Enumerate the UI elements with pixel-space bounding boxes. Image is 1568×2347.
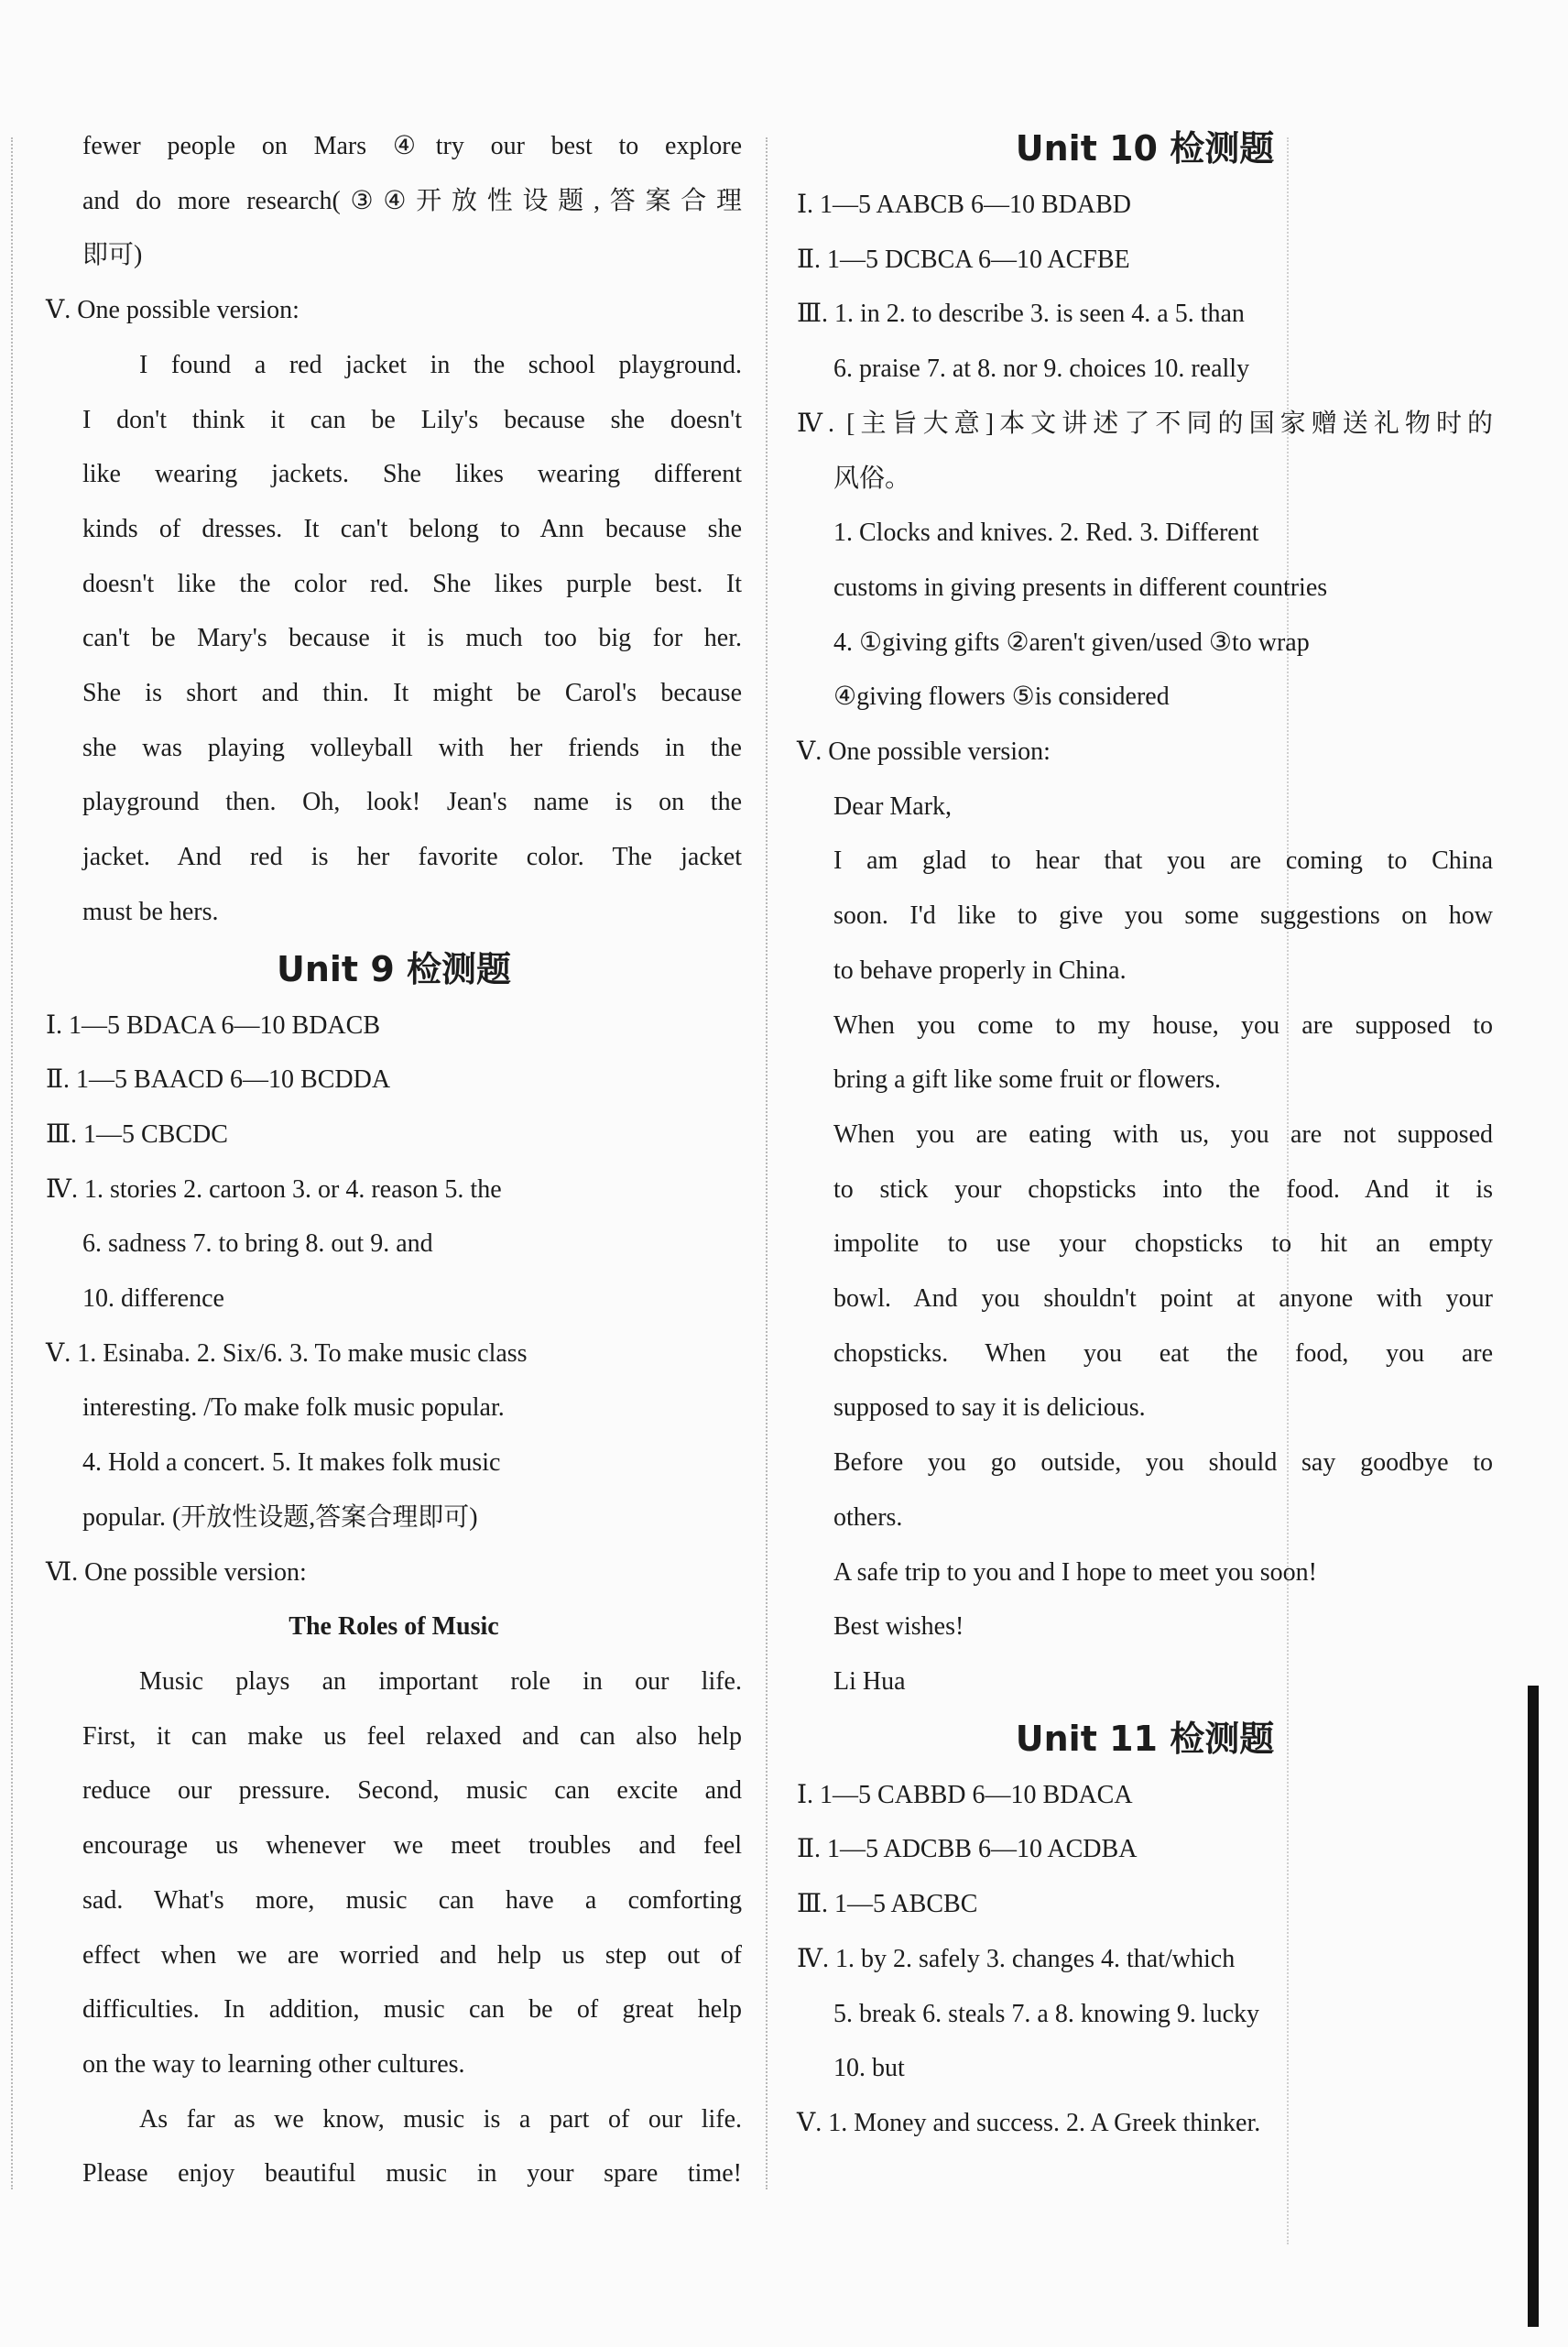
text-line: Best wishes!	[833, 1612, 964, 1642]
text-line: 10. difference	[82, 1284, 224, 1314]
text-line: Ⅲ. 1. in 2. to describe 3. is seen 4. a 5. than	[797, 300, 1245, 329]
text-line: doesn't like the color red. She likes purple best. It	[82, 569, 742, 598]
text-line: 风俗。	[833, 464, 911, 493]
text-line: supposed to say it is delicious.	[833, 1393, 1146, 1423]
text-line: ④giving flowers ⑤is considered	[833, 682, 1170, 712]
text-line: chopsticks. When you eat the food, you are	[833, 1338, 1493, 1368]
text-line: Ⅴ. One possible version:	[46, 296, 299, 325]
text-line: Ⅴ. One possible version:	[797, 737, 1051, 767]
text-line: Ⅰ. 1—5 AABCB 6—10 BDABD	[797, 191, 1131, 219]
text-line: As far as we know, music is a part of our life.	[139, 2104, 742, 2134]
text-line: must be hers.	[82, 897, 219, 926]
text-line: When you are eating with us, you are not supposed	[833, 1119, 1493, 1149]
text-line: playground then. Oh, look! Jean's name is on the	[82, 788, 742, 817]
left-margin-rule	[11, 137, 13, 2189]
text-line: bring a gift like some fruit or flowers.	[833, 1065, 1222, 1095]
essay-title: The Roles of Music	[289, 1612, 499, 1642]
text-line: Ⅱ. 1—5 ADCBB 6—10 ACDBA	[797, 1835, 1138, 1864]
text-line: others.	[833, 1502, 903, 1532]
text-line: Music plays an important role in our life.	[139, 1666, 742, 1696]
text-line: Li Hua	[833, 1666, 906, 1696]
binding-edge-bar	[1528, 1686, 1539, 2327]
text-line: encourage us whenever we meet troubles and feel	[82, 1831, 742, 1861]
text-line: customs in giving presents in different countries	[833, 573, 1328, 602]
text-line: like wearing jackets. She likes wearing different	[82, 460, 742, 489]
text-line: Ⅱ. 1—5 DCBCA 6—10 ACFBE	[797, 245, 1130, 274]
text-line: 6. praise 7. at 8. nor 9. choices 10. really	[833, 355, 1250, 384]
text-line: on the way to learning other cultures.	[82, 2049, 465, 2079]
text-line: Before you go outside, you should say goodbye to	[833, 1448, 1493, 1478]
text-line: Ⅲ. 1—5 CBCDC	[46, 1119, 228, 1149]
text-line: First, it can make us feel relaxed and can also help	[82, 1721, 742, 1751]
text-line: bowl. And you shouldn't point at anyone with your	[833, 1284, 1493, 1314]
text-line: 1. Clocks and knives. 2. Red. 3. Different	[833, 519, 1259, 548]
text-line: Ⅰ. 1—5 CABBD 6—10 BDACA	[797, 1780, 1133, 1809]
text-line: 4. Hold a concert. 5. It makes folk music	[82, 1448, 501, 1478]
text-line: 5. break 6. steals 7. a 8. knowing 9. lucky	[833, 1999, 1260, 2028]
text-line: to stick your chopsticks into the food. And it is	[833, 1174, 1493, 1204]
text-line: Ⅴ. 1. Money and success. 2. A Greek thinker.	[797, 2108, 1261, 2137]
text-line: interesting. /To make folk music popular.	[82, 1393, 505, 1423]
left-column	[46, 119, 742, 2201]
text-line: When you come to my house, you are supposed to	[833, 1010, 1493, 1040]
text-line: she was playing volleyball with her friends in the	[82, 733, 742, 762]
text-line: 4. ①giving gifts ②aren't given/used ③to wrap	[833, 628, 1310, 657]
text-line: Ⅳ. 1. stories 2. cartoon 3. or 4. reason 5. the	[46, 1174, 502, 1204]
text-line: Ⅰ. 1—5 BDACA 6—10 BDACB	[46, 1010, 380, 1040]
text-line: jacket. And red is her favorite color. The jacket	[82, 843, 742, 872]
text-line: Please enjoy beautiful music in your spare time!	[82, 2159, 742, 2189]
text-line: sad. What's more, music can have a comforting	[82, 1885, 742, 1915]
text-line: Ⅳ. 1. by 2. safely 3. changes 4. that/which	[797, 1944, 1236, 1973]
text-line: A safe trip to you and I hope to meet you soon!	[833, 1557, 1318, 1587]
text-line: impolite to use your chopsticks to hit an empty	[833, 1229, 1493, 1259]
text-line: difficulties. In addition, music can be of great help	[82, 1995, 742, 2025]
text-line: 10. but	[833, 2054, 905, 2083]
text-line: fewer people on Mars ④try our best to explore	[82, 132, 742, 160]
text-line: Ⅴ. 1. Esinaba. 2. Six/6. 3. To make music class	[46, 1338, 528, 1368]
text-line: to behave properly in China.	[833, 955, 1127, 985]
text-line: soon. I'd like to give you some suggestions on how	[833, 901, 1493, 931]
text-line: Ⅲ. 1—5 ABCBC	[797, 1890, 978, 1919]
text-line: and do more research(③④开放性设题,答案合理	[82, 186, 742, 215]
text-line: I am glad to hear that you are coming to China	[833, 846, 1493, 876]
right-column	[797, 119, 1493, 2151]
column-divider	[766, 137, 768, 2189]
text-line: popular. (开放性设题,答案合理即可)	[82, 1502, 478, 1532]
unit-heading: Unit 9 检测题	[277, 948, 511, 989]
text-line: Ⅱ. 1—5 BAACD 6—10 BCDDA	[46, 1065, 391, 1095]
text-line: I don't think it can be Lily's because she doesn't	[82, 405, 742, 434]
text-line: Ⅳ. [主旨大意]本文讲述了不同的国家赠送礼物时的	[797, 409, 1493, 438]
text-line: Ⅵ. One possible version:	[46, 1557, 307, 1587]
text-line: effect when we are worried and help us step out of	[82, 1940, 742, 1970]
text-line: kinds of dresses. It can't belong to Ann because she	[82, 514, 742, 543]
unit-heading: Unit 10 检测题	[1015, 128, 1275, 169]
text-line: I found a red jacket in the school playground.	[139, 350, 742, 379]
text-line: 即可)	[82, 241, 143, 270]
text-line: 6. sadness 7. to bring 8. out 9. and	[82, 1229, 433, 1259]
unit-heading: Unit 11 检测题	[1015, 1718, 1275, 1759]
text-line: Dear Mark,	[833, 791, 953, 821]
text-line: She is short and thin. It might be Carol's because	[82, 679, 742, 708]
text-line: can't be Mary's because it is much too big for her.	[82, 624, 742, 653]
text-line: reduce our pressure. Second, music can excite and	[82, 1776, 742, 1806]
